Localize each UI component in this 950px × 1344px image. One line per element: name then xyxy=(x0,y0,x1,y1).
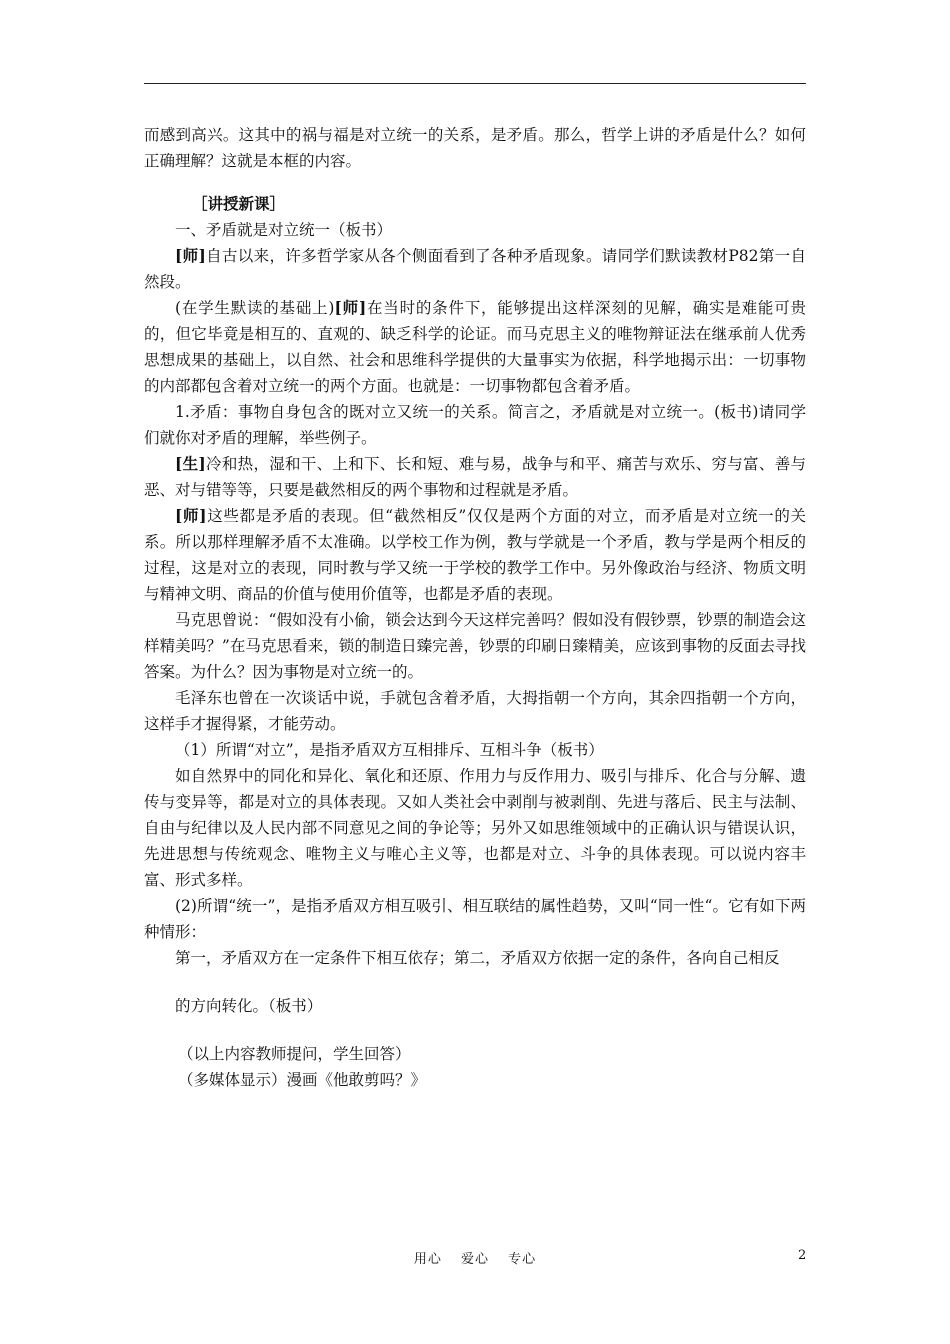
subsection-unity: (2)所谓“统一”，是指矛盾双方相互吸引、相互联结的属性趋势，又叫“同一性“。它有如下两种情形： xyxy=(144,897,806,941)
section-heading: ［讲授新课］ xyxy=(192,194,286,213)
paragraph-teacher-3: [师]这些都是矛盾的表现。但“截然相反”仅仅是两个方面的对立，而矛盾是对立统一的关系。所以那样理解矛盾不太准确。以学校工作为例，教与学就是一个矛盾，教与学是两个相反的过程，这是对立的表现，同时教与学又统一于学校的教学工作中。另外像政治与经济、物质文明与精神文明、商品的价值与使用价值等，也都是矛盾的表现。 xyxy=(144,506,807,603)
paragraph-note-qa: （以上内容教师提问，学生回答） xyxy=(178,1045,411,1063)
section-title-contradiction: 一、矛盾就是对立统一（板书） xyxy=(175,221,393,239)
speaker-tag-teacher: [师] xyxy=(334,298,367,317)
paragraph-definition: 1.矛盾：事物自身包含的既对立又统一的关系。简言之，矛盾就是对立统一。(板书)请同学们就你对矛盾的理解，举些例子。 xyxy=(144,403,806,447)
paragraph-teacher-1: [师]自古以来，许多哲学家从各个侧面看到了各种矛盾现象。请同学们默读教材P82第一自然段。 xyxy=(144,246,807,291)
page-number: 2 xyxy=(798,1248,807,1263)
document-body xyxy=(144,122,806,1093)
paragraph-opposition-examples: 如自然界中的同化和异化、氧化和还原、作用力与反作用力、吸引与排斥、化合与分解、遗传与变异等，都是对立的具体表现。又如人类社会中剥削与被剥削、先进与落后、民主与法制、自由与纪律以及人民内部不同意见之间的争论等；另外又如思维领域中的正确认识与错误认识，先进思想与传统观念、唯物主义与唯心主义等，也都是对立、斗争的具体表现。可以说内容丰富、形式多样。 xyxy=(144,767,806,889)
paragraph-unity-cases: 第一，矛盾双方在一定条件下相互依存；第二，矛盾双方依据一定的条件，各向自己相反 xyxy=(175,949,780,967)
paragraph-teacher-2: (在学生默读的基础上)[师]在当时的条件下，能够提出这样深刻的见解，确实是难能可贵的，但它毕竟是相互的、直观的、缺乏科学的论证。而马克思主义的唯物辩证法在继承前人优秀思想成果的基础上，以自然、社会和思维科学提供的大量事实为依据，科学地揭示出：一切事物的内部都包含着对立统一的两个方面。也就是：一切事物都包含着矛盾。 xyxy=(144,298,806,395)
speaker-tag-teacher: [师] xyxy=(175,246,206,265)
paragraph-multimedia: （多媒体显示）漫画《他敢剪吗？》 xyxy=(178,1071,427,1089)
paragraph-intro: 而感到高兴。这其中的祸与福是对立统一的关系，是矛盾。那么，哲学上讲的矛盾是什么？如何正确理解？这就是本框的内容。 xyxy=(144,126,806,170)
speaker-tag-teacher: [师] xyxy=(175,506,207,525)
paragraph-marx-quote: 马克思曾说：“假如没有小偷，锁会达到今天这样完善吗？假如没有假钞票，钞票的制造会这样精美吗？”在马克思看来，锁的制造日臻完善，钞票的印刷日臻精美，应该到事物的反面去寻找答案。为什么？因为事物是对立统一的。 xyxy=(144,611,806,681)
footer-motto: 用心 爱心 专心 xyxy=(413,1252,537,1267)
paragraph-mao: 毛泽东也曾在一次谈话中说，手就包含着矛盾，大拇指朝一个方向，其余四指朝一个方向，这样手才握得紧，才能劳动。 xyxy=(144,689,806,733)
speaker-tag-student: [生] xyxy=(175,454,206,473)
header-rule xyxy=(144,83,806,84)
paragraph-student: [生]冷和热，湿和干、上和下、长和短、难与易，战争与和平、痛苦与欢乐、穷与富、善与恶、对与错等等，只要是截然相反的两个事物和过程就是矛盾。 xyxy=(144,454,806,499)
paragraph-unity-cases-cont: 的方向转化。（板书） xyxy=(175,997,323,1015)
subsection-opposition: （1）所谓“对立”，是指矛盾双方互相排斥、互相斗争（板书） xyxy=(175,741,604,759)
